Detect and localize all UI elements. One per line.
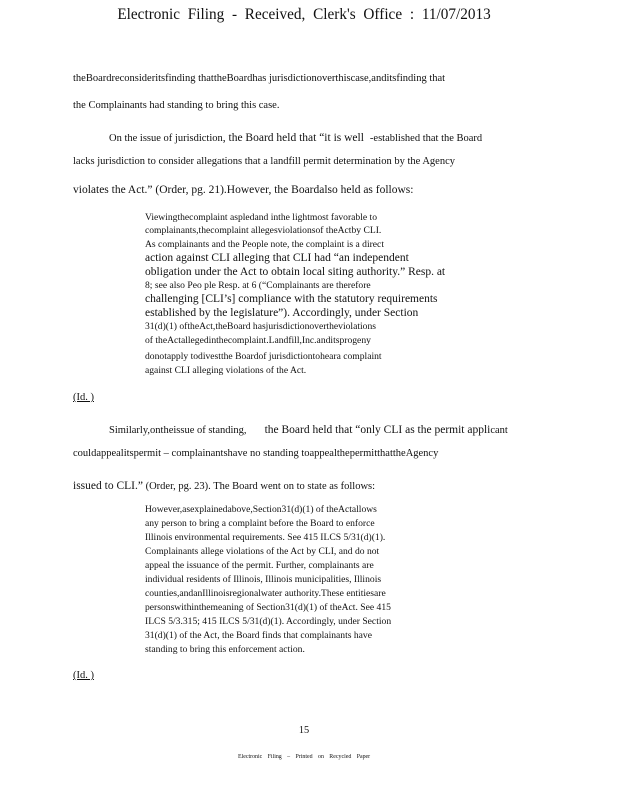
text-segment: issued to CLI.” xyxy=(73,480,143,492)
quote-line: established by the legislature”). Accordingly, under Section xyxy=(145,307,419,319)
quote-line: challenging [CLI’s] compliance with the statutory requirements xyxy=(145,293,438,305)
quote-line: complainants,thecomplaint allegesviolationsof theActby CLI. xyxy=(145,225,382,236)
page-number: 15 xyxy=(298,725,310,736)
text-segment: , the Board held that “it is well xyxy=(222,132,364,144)
body-line: lacks jurisdiction to consider allegations that a landfill permit determination by the Agency xyxy=(73,156,455,167)
quote-line: 31(d)(1) oftheAct,theBoard hasjurisdictionovertheviolations xyxy=(145,321,376,332)
text-segment: On the issue of jurisdiction xyxy=(109,133,223,144)
quote-line: counties,andanIllinoisregionalwater authority.These entitiesare xyxy=(145,588,386,599)
quote-line: Viewingthecomplaint aspledand inthe lightmost favorable to xyxy=(145,212,378,223)
text-segment: the Board held that “only CLI as the permit appli xyxy=(264,424,491,436)
id-citation: (Id. ) xyxy=(73,670,94,681)
quote-line: of theActallegedinthecomplaint.Landfill,Inc.anditsprogeny xyxy=(145,335,371,346)
body-line xyxy=(73,477,375,493)
quote-line: 31(d)(1) of the Act, the Board finds that complainants have xyxy=(145,630,372,641)
quote-line: ILCS 5/3.315; 415 ILCS 5/31(d)(1). Accordingly, under Section xyxy=(145,616,392,627)
quote-line: Complainants allege violations of the Act by CLI, and do not xyxy=(145,546,380,557)
text-segment: (Order, pg. 23). The Board went on to state as follows: xyxy=(142,481,376,492)
quote-line: donotapply todivestthe Boardof jurisdictiontoheara complaint xyxy=(145,351,382,362)
body-line: the Complainants had standing to bring this case. xyxy=(73,100,280,111)
quote-line: any person to bring a complaint before the Board to enforce xyxy=(145,518,375,529)
text-segment: Similarly,ontheissue of standing, xyxy=(109,425,247,436)
quote-line: As complainants and the People note, the complaint is a direct xyxy=(145,239,384,250)
body-line: couldappealitspermit – complainantshave no standing toappealthepermitthattheAgency xyxy=(73,448,439,459)
quote-line: personswithinthemeaning of Section31(d)(1) of theAct. See 415 xyxy=(145,602,391,613)
quote-line: 8; see also Peo ple Resp. at 6 (“Complainants are therefore xyxy=(145,280,371,291)
quote-line: standing to bring this enforcement action. xyxy=(145,644,305,655)
id-citation: (Id. ) xyxy=(73,392,94,403)
body-line: violates the Act.” (Order, pg. 21).However, the Boardalso held as follows: xyxy=(73,184,414,196)
quote-line: Illinois environmental requirements. See 415 ILCS 5/31(d)(1). xyxy=(145,532,386,543)
text-segment: -established that the Board xyxy=(369,133,483,144)
quote-line: action against CLI alleging that CLI had “an independent xyxy=(145,252,409,264)
quote-line: individual residents of Illinois, Illinois municipalities, Illinois xyxy=(145,574,382,585)
filing-stamp-header: Electronic Filing - Received, Clerk's Office : 11/07/2013 xyxy=(117,6,491,23)
text-segment: cant xyxy=(490,425,508,436)
footer-stamp: Electronic Filing – Printed on Recycled Paper xyxy=(237,754,371,760)
quote-line: against CLI alleging violations of the Act. xyxy=(145,365,307,376)
body-line xyxy=(109,421,508,437)
quote-line: obligation under the Act to obtain local siting authority.” Resp. at xyxy=(145,266,446,278)
body-line xyxy=(109,129,482,145)
body-line: theBoardreconsideritsfinding thattheBoardhas jurisdictionoverthiscase,anditsfinding that xyxy=(73,73,446,84)
quote-line: appeal the issuance of the permit. Further, complainants are xyxy=(145,560,374,571)
quote-line: However,asexplainedabove,Section31(d)(1) of theActallows xyxy=(145,504,377,515)
